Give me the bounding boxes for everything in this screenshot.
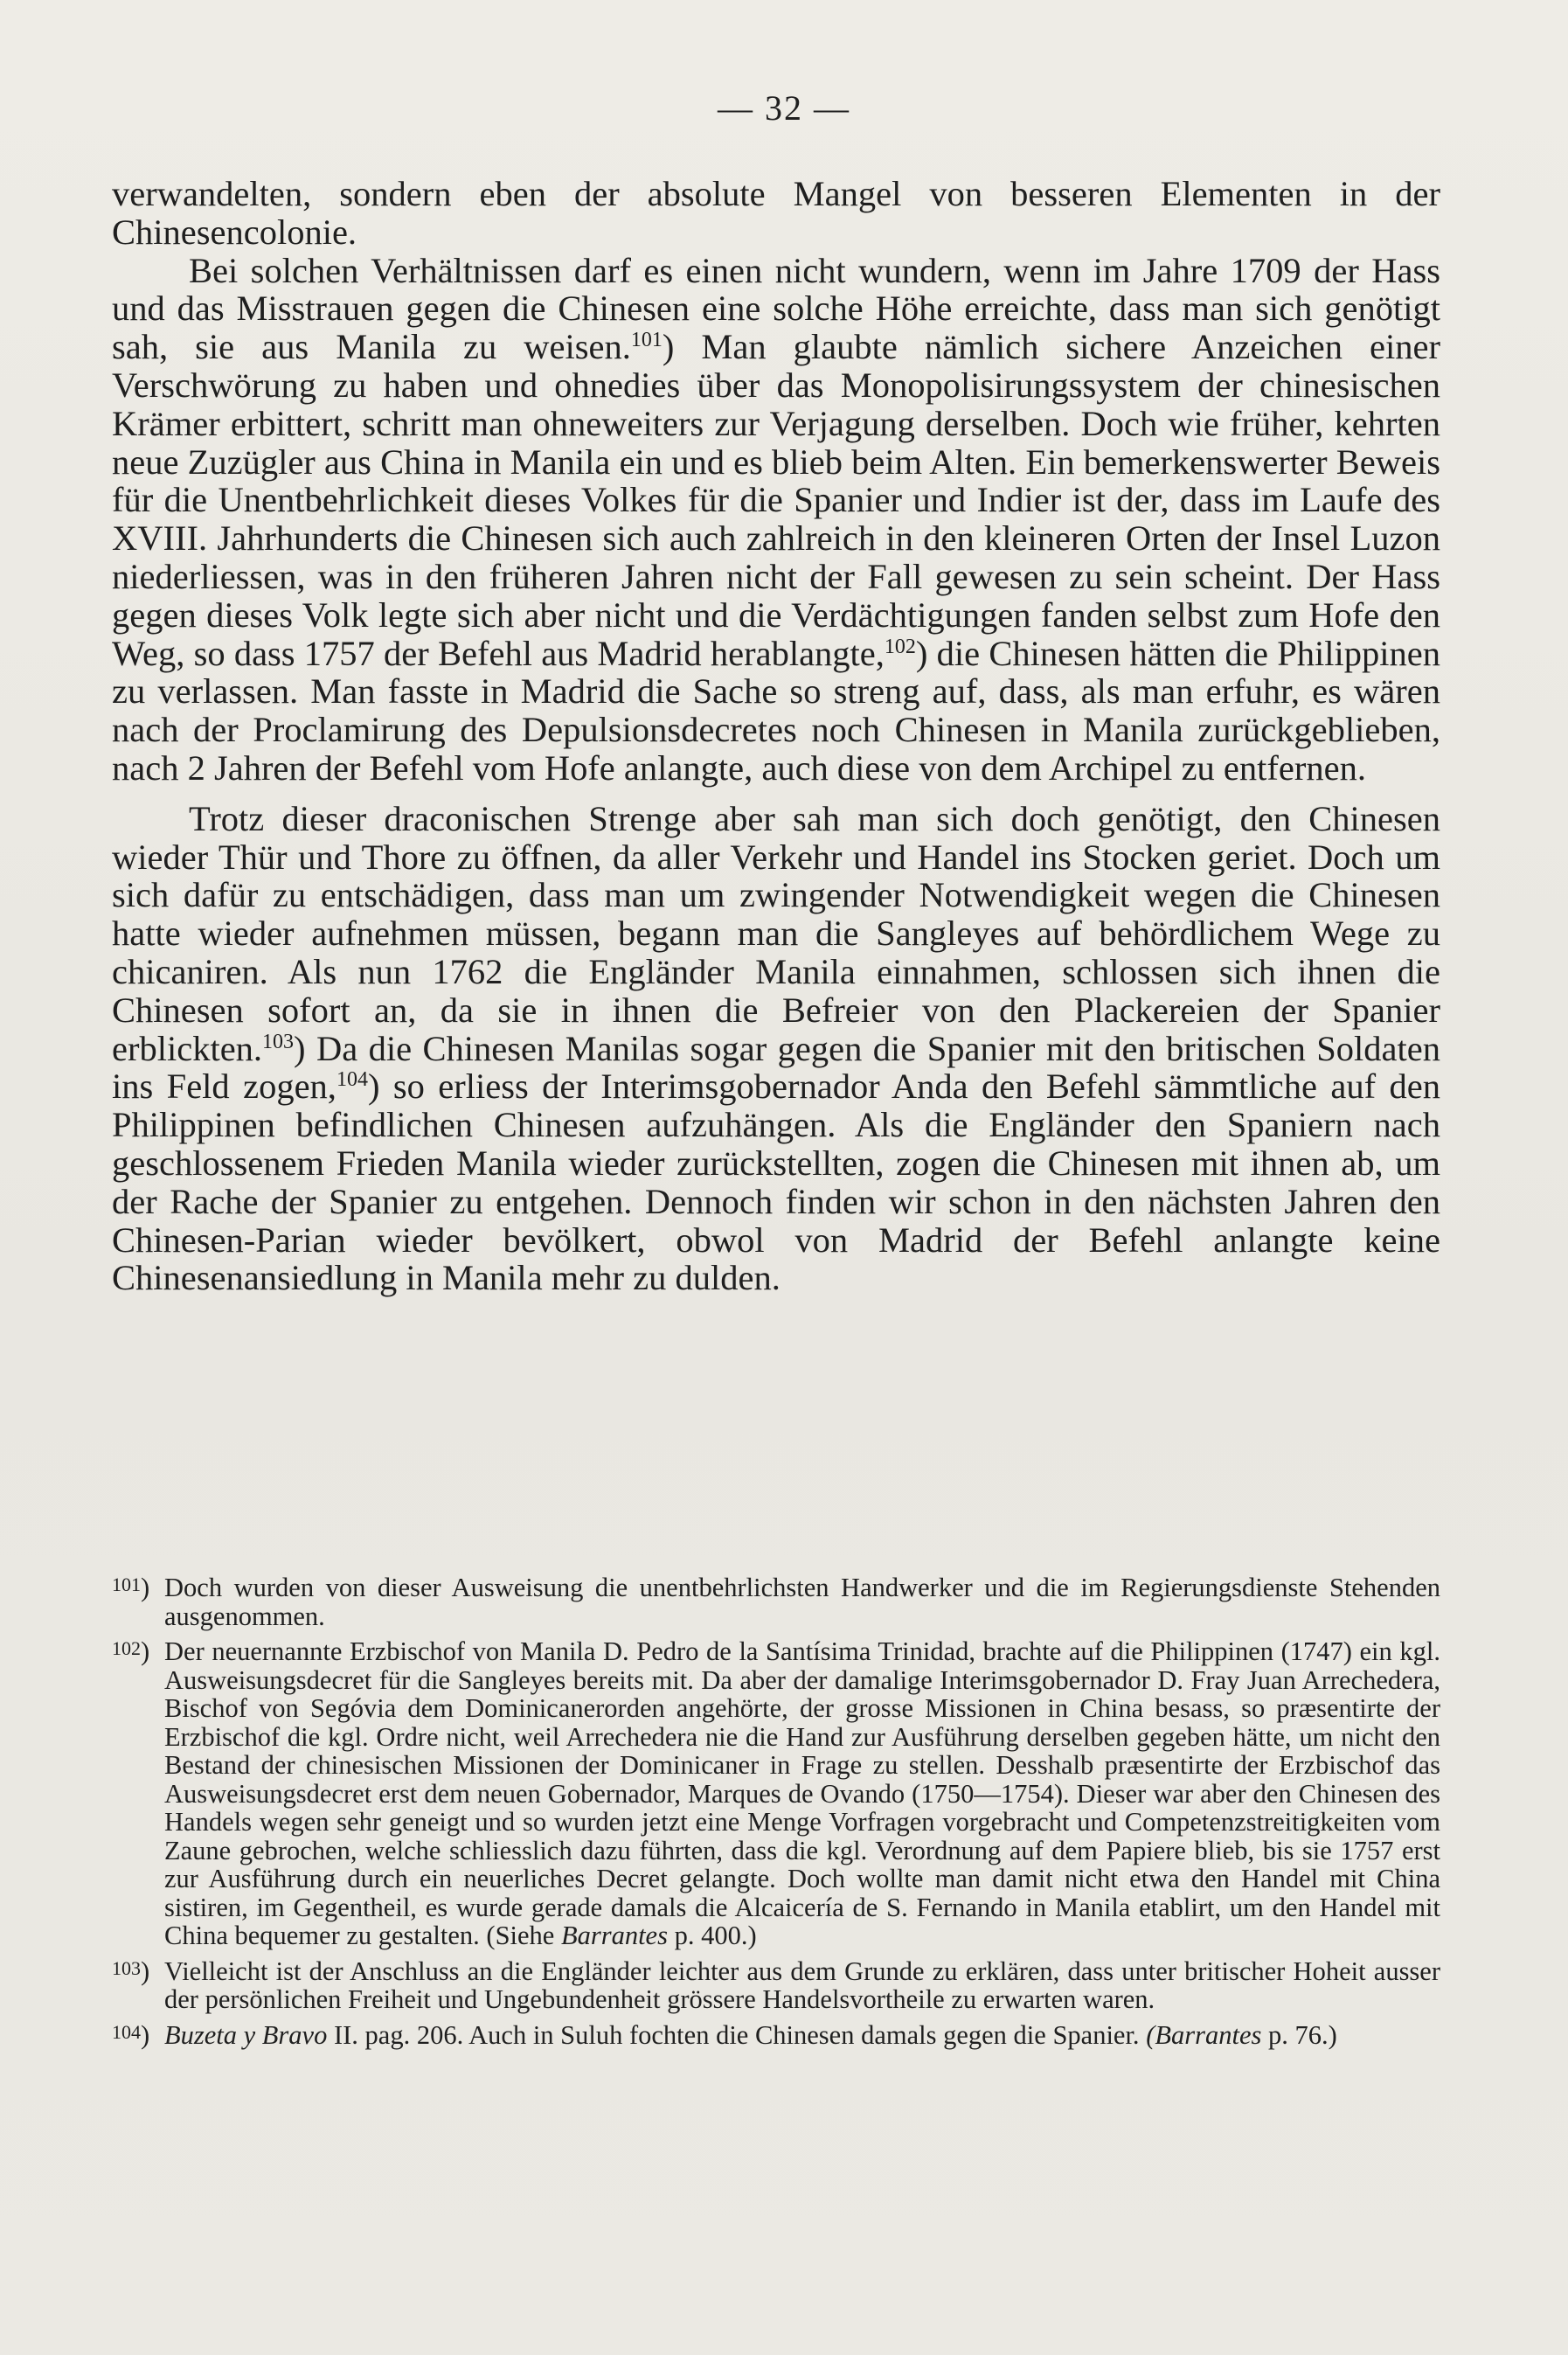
footnote-text: p. 76.) xyxy=(1261,2019,1337,2050)
footnote-number: 101) xyxy=(112,1573,150,1602)
paragraph-text: ) so erliess der Interimsgobernador Anda den Befehl sämmtliche auf den Philippinen befindlichen Chinesen aufzuhängen. Als die Engländer den Spaniern nach geschlossenem Frieden Manila wieder zurückstellten, zogen die Chinesen mit ihnen ab, um der Rache der Spanier zu entgehen. Dennoch finden wir schon in den nächsten Jahren den Chinesen-Parian wieder bevölkert, obwol von Madrid der Befehl anlangte keine Chinesenansiedlung in Manila mehr zu dulden. xyxy=(112,1066,1441,1298)
paragraph-1 xyxy=(112,175,1440,252)
footnote-number: 104) xyxy=(112,2019,150,2050)
paragraph-text: ) Da die Chinesen Manilas sogar gegen die Spanier mit den britischen Soldaten ins Feld zogen, xyxy=(112,1028,1440,1107)
footnote-text: p. 400.) xyxy=(667,1921,757,1950)
footnote-text: II. pag. 206. Auch in Suluh fochten die Chinesen damals gegen die Spanier. xyxy=(327,2019,1147,2050)
footnote-103 xyxy=(112,1957,1440,2014)
paragraph-3 xyxy=(112,800,1440,1297)
footnote-number: 102) xyxy=(112,1636,150,1666)
paragraph-text: ) die Chinesen hätten die Philippinen zu verlassen. Man fasste in Madrid die Sache so streng auf, dass, als man erfuhr, es wären nach der Proclamirung des Depulsionsdecretes noch Chinesen in Manila zurückgeblieben, nach 2 Jahren der Befehl vom Hofe anlangte, auch diese von dem Archipel zu entfernen. xyxy=(112,633,1440,788)
footnote-number-value: 103 xyxy=(112,1956,141,1979)
citation-title: Buzeta y Bravo xyxy=(164,2019,328,2050)
paragraph-text: Trotz dieser draconischen Strenge aber sah man sich doch genötigt, den Chinesen wieder Thür und Thore zu öffnen, da aller Verkehr und Handel ins Stocken geriet. Doch um sich dafür zu entschädigen, dass man um zwingender Notwendigkeit wegen die Chinesen hatte wieder aufnehmen müssen, begann man die Sangleyes auf behördlichem Wege zu chicaniren. Als nun 1762 die Engländer Manila einnahmen, schlossen sich ihnen die Chinesen sofort an, da sie in ihnen die Befreier von den Plackereien der Spanier erblickten. xyxy=(112,798,1440,1068)
footnote-text: Vielleicht ist der Anschluss an die Engländer leichter aus dem Grunde zu erklären, dass unter britischer Hoheit ausser der persönlichen Freiheit und Ungebundenheit grössere Handelsvortheile zu erwarten waren. xyxy=(164,1956,1440,2014)
footnote-number-value: 102 xyxy=(112,1637,141,1659)
paragraph-2 xyxy=(112,252,1440,788)
footnote-102 xyxy=(112,1637,1440,1950)
footnote-ref-102: 102 xyxy=(884,635,916,658)
page-number: — 32 — xyxy=(718,88,850,128)
footnote-101 xyxy=(112,1573,1440,1630)
footnote-number-value: 104 xyxy=(112,2020,141,2043)
paragraph-text: Bei solchen Verhältnissen darf es einen nicht wundern, wenn im Jahre 1709 der Hass und das Misstrauen gegen die Chinesen eine solche Höhe erreichte, dass man sich genötigt sah, sie aus Manila zu weisen. xyxy=(112,250,1440,367)
footnote-text: Doch wurden von dieser Ausweisung die unentbehrlichsten Handwerker und die im Regierungsdienste Stehenden ausgenommen. xyxy=(164,1573,1440,1631)
footnote-ref-101: 101 xyxy=(630,329,663,352)
footnote-text: Der neuernannte Erzbischof von Manila D. Pedro de la Santísima Trinidad, brachte auf die Philippinen (1747) ein kgl. Ausweisungsdecret für die Sangleyes bereits mit. Da aber der damalige Interimsgobernador D. Fray Juan Arrechedera, Bischof von Segóvia dem Dominicanerorden angehörte, der grosse Missionen in China besass, so præsentirte der Erzbischof die kgl. Ordre nicht, weil Arrechedera nie die Hand zur Ausführung derselben gegeben hätte, um nicht den Bestand der chinesischen Missionen der Dominicaner in Frage zu stellen. Desshalb præsentirte der Erzbischof das Ausweisungsdecret erst dem neuen Gobernador, Marques de Ovando (1750—1754). Dieser war aber den Chinesen des Handels wegen sehr geneigt und so wurden jetzt eine Menge Vorfragen vorgebracht und Competenzstreitigkeiten vom Zaune gebrochen, welche schliesslich dazu führten, dass die kgl. Verordnung auf dem Papiere blieb, bis sie 1757 erst zur Ausführung durch ein neuerliches Decret gelangte. Doch wollte man damit nicht etwa den Handel mit China sistiren, im Gegentheil, es wurde gerade damals die Alcaicería de S. Fernando in Manila etablirt, um den Handel mit China bequemer zu gestalten. (Siehe xyxy=(164,1636,1440,1950)
paragraph-text: verwandelten, sondern eben der absolute Mangel von besseren Elementen in der Chinesencolonie. xyxy=(112,174,1440,252)
footnote-number-value: 101 xyxy=(112,1573,141,1595)
footnote-ref-104: 104 xyxy=(336,1068,368,1092)
footnote-104 xyxy=(112,2021,1440,2050)
citation-title: Barrantes xyxy=(560,1921,668,1950)
footnote-number: 103) xyxy=(112,1956,150,1986)
main-text xyxy=(112,175,1440,1297)
footnotes xyxy=(112,1573,1440,2056)
footnote-ref-103: 103 xyxy=(262,1030,295,1053)
paragraph-text: ) Man glaubte nämlich sichere Anzeichen einer Verschwörung zu haben und ohnedies über das Monopolisirungssystem der chinesischen Krämer erbittert, schritt man ohneweiters zur Verjagung derselben. Doch wie früher, kehrten neue Zuzügler aus China in Manila ein und es blieb beim Alten. Ein bemerkenswerter Beweis für die Unentbehrlichkeit dieses Volkes für die Spanier und Indier ist der, dass im Laufe des XVIII. Jahrhunderts die Chinesen sich auch zahlreich in den kleineren Orten der Insel Luzon niederliessen, was in den früheren Jahren nicht der Fall gewesen zu sein scheint. Der Hass gegen dieses Volk legte sich aber nicht und die Verdächtigungen fanden selbst zum Hofe den Weg, so dass 1757 der Befehl aus Madrid herablangte, xyxy=(112,327,1440,673)
citation-title: (Barrantes xyxy=(1146,2019,1262,2050)
